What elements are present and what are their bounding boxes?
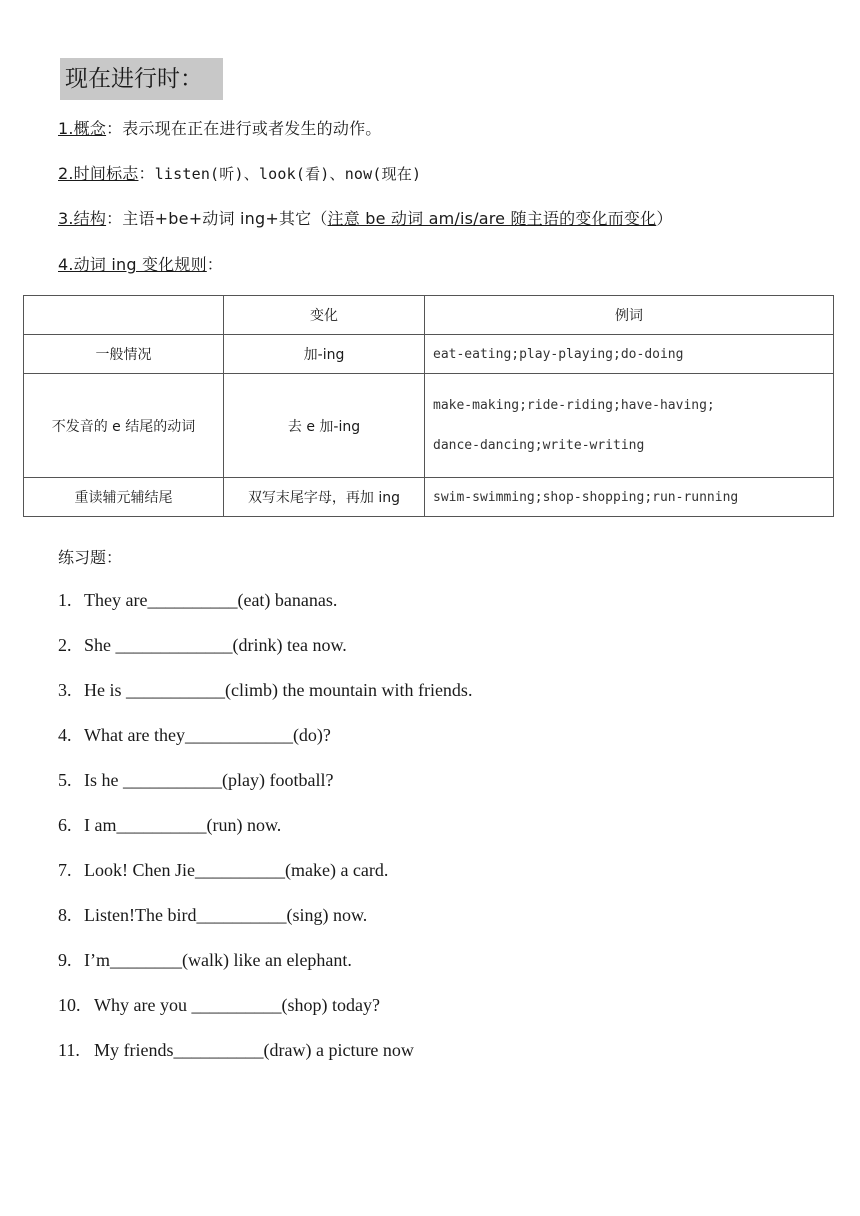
structure-note: 注意 be 动词 am/is/are 随主语的变化而变化 xyxy=(327,209,657,228)
rule-type-cell: 不发音的 e 结尾的动词 xyxy=(24,374,224,478)
question-item xyxy=(58,1040,414,1061)
table-header-cell: 变化 xyxy=(224,296,425,335)
question-text: Listen!The bird__________(sing) now. xyxy=(84,905,368,925)
rules-heading xyxy=(58,252,223,275)
markers-text: listen(听)、look(看)、now(现在) xyxy=(154,165,422,183)
structure-line xyxy=(58,206,673,229)
example-line: make-making;ride-riding;have-having; xyxy=(433,397,715,413)
question-text: They are__________(eat) bananas. xyxy=(84,590,338,610)
question-text: Why are you __________(shop) today? xyxy=(94,995,380,1015)
markers-colon: ： xyxy=(138,164,155,183)
example-line: dance-dancing;write-writing xyxy=(433,437,645,453)
question-number: 1. xyxy=(58,590,72,610)
table-header-cell: 例词 xyxy=(425,296,834,335)
structure-text: 主语+be+动词 ing+其它（ xyxy=(122,209,328,228)
question-number: 2. xyxy=(58,635,72,655)
question-text: Look! Chen Jie__________(make) a card. xyxy=(84,860,389,880)
question-number: 9. xyxy=(58,950,72,970)
markers-line xyxy=(58,161,421,184)
rule-examples-cell: swim-swimming;shop-shopping;run-running xyxy=(425,478,834,517)
markers-label: 2.时间标志 xyxy=(58,164,139,183)
rules-heading-colon: ： xyxy=(206,255,223,274)
rule-change-cell: 去 e 加-ing xyxy=(224,374,425,478)
table-row xyxy=(24,478,834,517)
question-item xyxy=(58,680,472,701)
question-number: 11. xyxy=(58,1040,80,1060)
rule-change-cell: 双写末尾字母，再加 ing xyxy=(224,478,425,517)
concept-text: 表示现在正在进行或者发生的动作。 xyxy=(122,119,382,138)
page-title: 现在进行时： xyxy=(60,58,223,100)
question-item xyxy=(58,770,333,791)
question-item xyxy=(58,815,281,836)
question-number: 8. xyxy=(58,905,72,925)
question-text: He is ___________(climb) the mountain with friends. xyxy=(84,680,473,700)
rule-type-cell: 重读辅元辅结尾 xyxy=(24,478,224,517)
question-text: I’m________(walk) like an elephant. xyxy=(84,950,352,970)
question-text: What are they____________(do)? xyxy=(84,725,331,745)
question-item xyxy=(58,860,388,881)
question-item xyxy=(58,635,347,656)
question-number: 3. xyxy=(58,680,72,700)
question-item xyxy=(58,995,380,1016)
question-number: 7. xyxy=(58,860,72,880)
table-header-row xyxy=(24,296,834,335)
rule-type-cell: 一般情况 xyxy=(24,335,224,374)
question-item xyxy=(58,725,331,746)
concept-line xyxy=(58,116,381,139)
question-number: 6. xyxy=(58,815,72,835)
question-number: 5. xyxy=(58,770,72,790)
structure-close: ） xyxy=(656,209,673,228)
ing-rules-table xyxy=(23,295,834,517)
question-text: I am__________(run) now. xyxy=(84,815,282,835)
table-row xyxy=(24,335,834,374)
concept-colon: ： xyxy=(106,119,123,138)
rule-examples-cell xyxy=(425,374,834,478)
structure-label: 3.结构 xyxy=(58,209,107,228)
practice-title: 练习题： xyxy=(58,548,123,567)
rule-examples-cell: eat-eating;play-playing;do-doing xyxy=(425,335,834,374)
question-item xyxy=(58,590,337,611)
structure-colon: ： xyxy=(106,209,123,228)
rule-change-cell: 加-ing xyxy=(224,335,425,374)
rules-heading-label: 4.动词 ing 变化规则 xyxy=(58,255,207,274)
question-item xyxy=(58,950,352,971)
table-header-cell xyxy=(24,296,224,335)
question-number: 10. xyxy=(58,995,81,1015)
table-row xyxy=(24,374,834,478)
question-text: She _____________(drink) tea now. xyxy=(84,635,347,655)
question-text: Is he ___________(play) football? xyxy=(84,770,334,790)
question-item xyxy=(58,905,367,926)
question-text: My friends__________(draw) a picture now xyxy=(94,1040,414,1060)
question-number: 4. xyxy=(58,725,72,745)
concept-label: 1.概念 xyxy=(58,119,107,138)
